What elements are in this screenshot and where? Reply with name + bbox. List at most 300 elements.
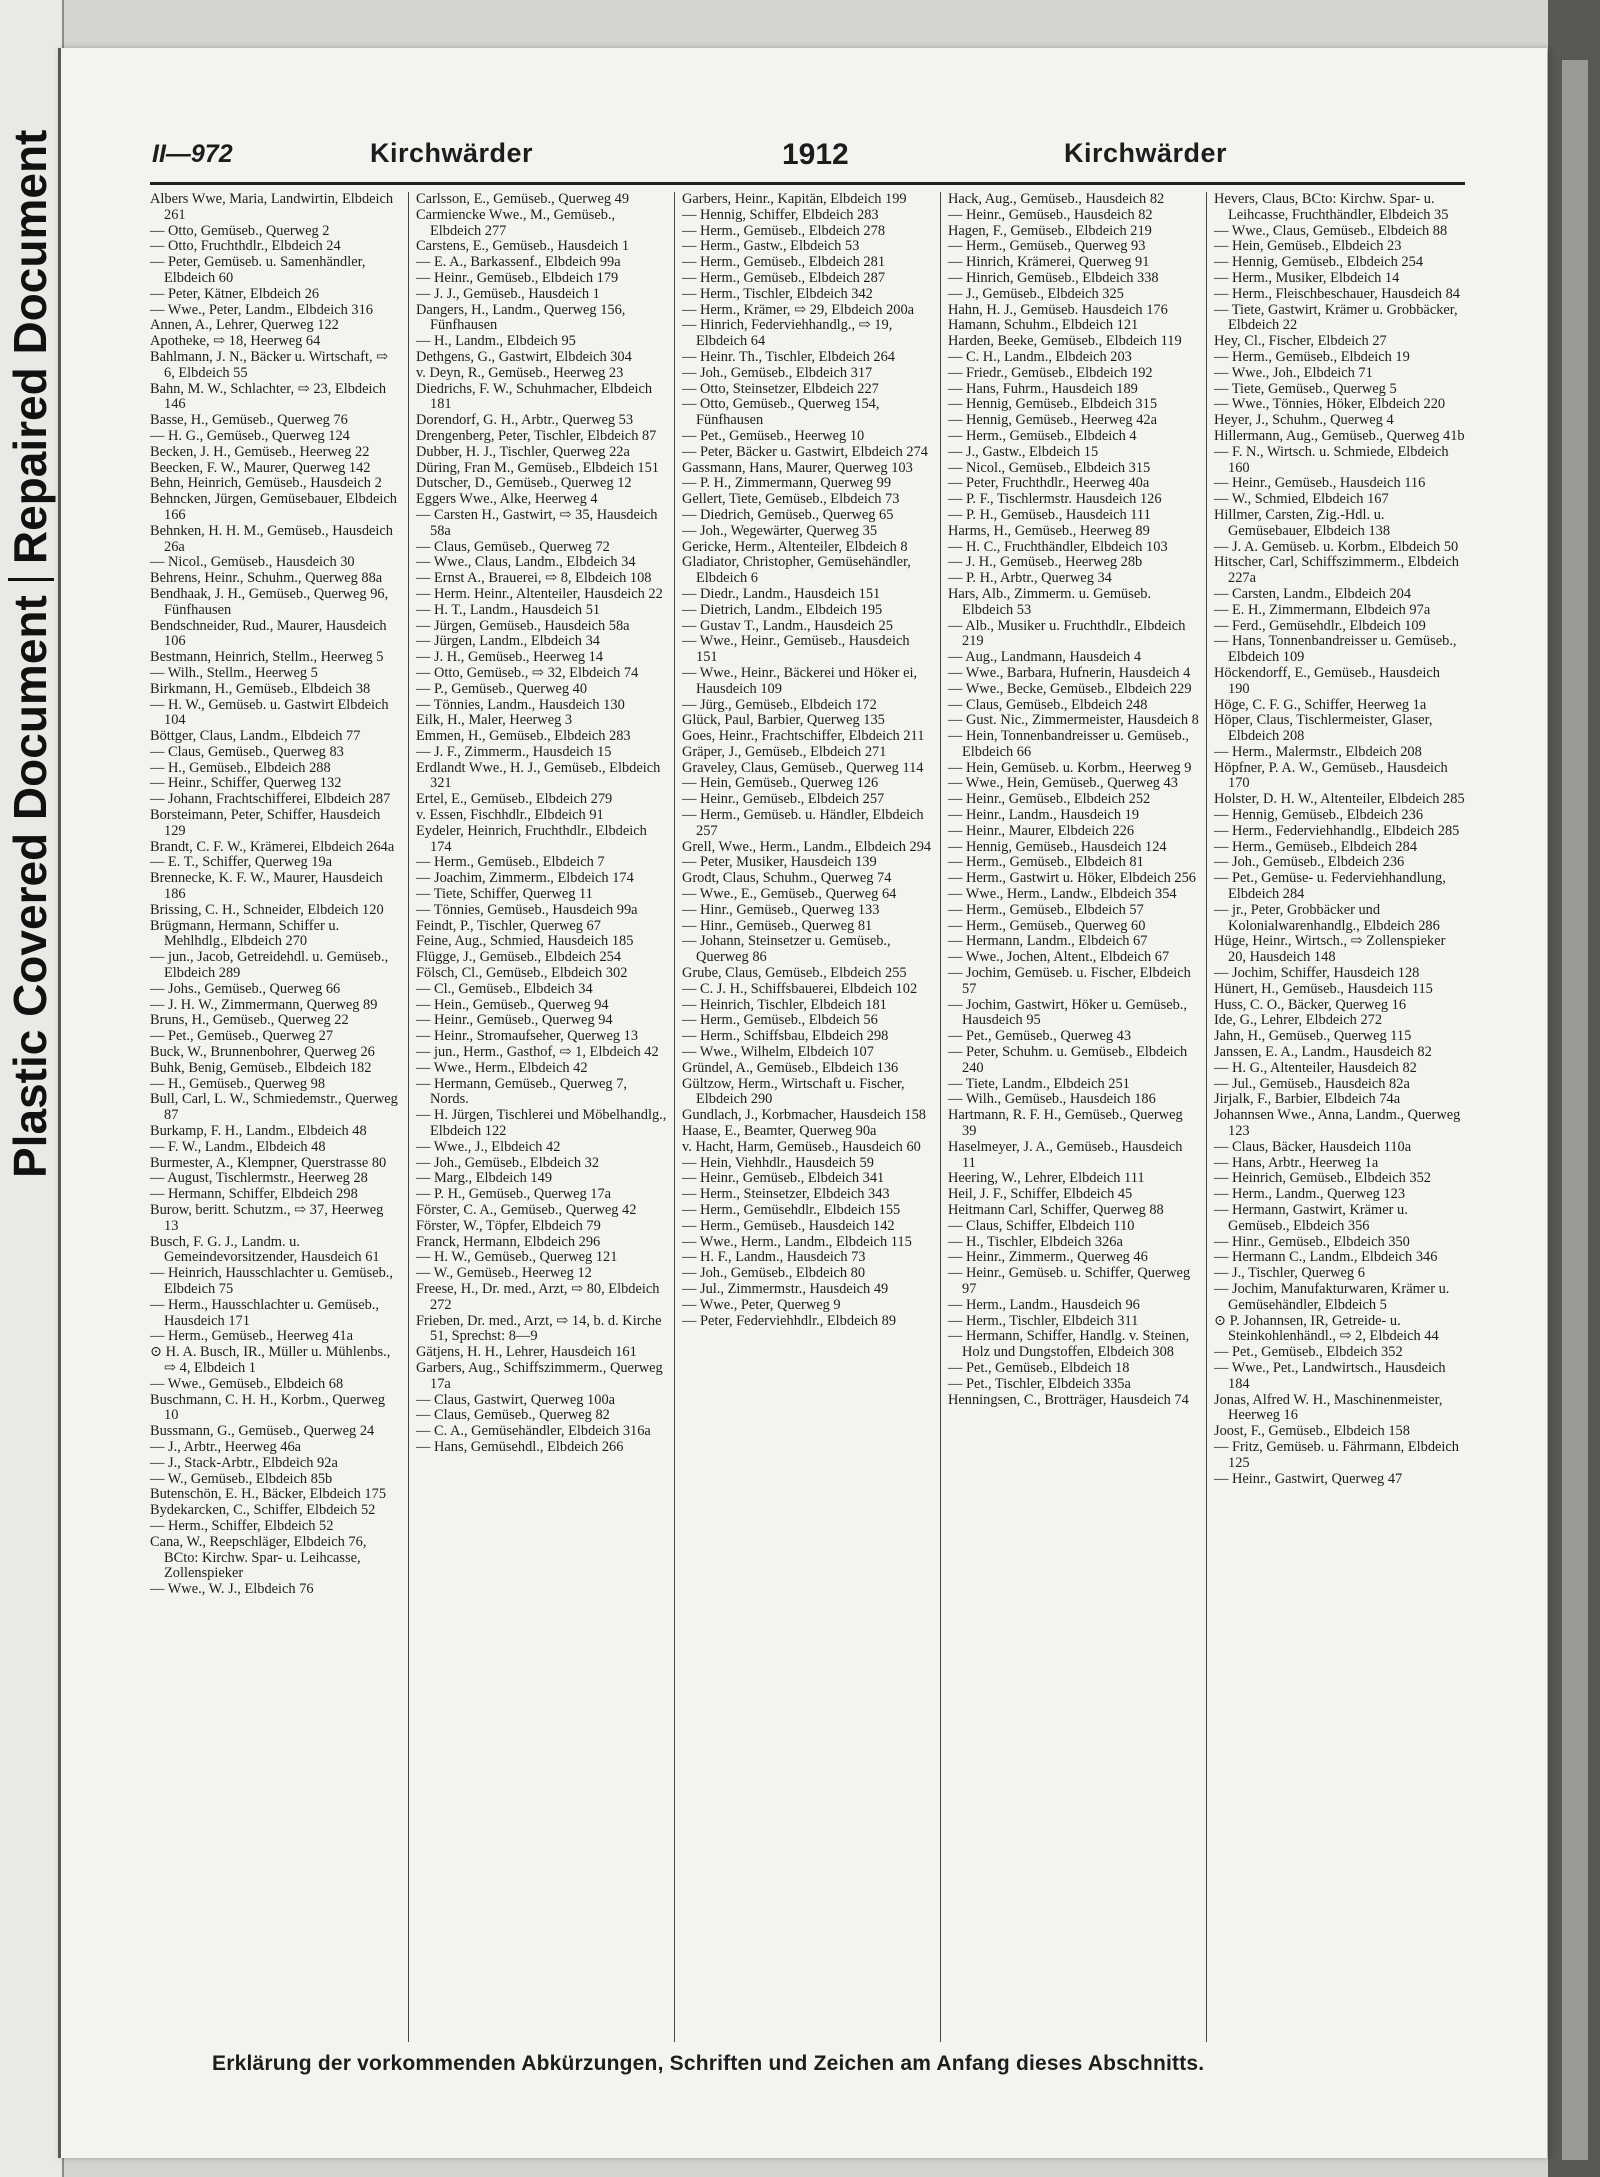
directory-entry: Höge, C. F. G., Schiffer, Heerweg 1a — [1214, 696, 1427, 713]
directory-entry: v. Deyn, R., Gemüseb., Heerweg 23 — [416, 364, 624, 381]
directory-entry: Haselmeyer, J. A., Gemüseb., Hausdeich 11 — [948, 1138, 1187, 1171]
directory-entry: — Wwe., Herm., Landw., Elbdeich 354 — [948, 886, 1177, 903]
directory-entry: Heering, W., Lehrer, Elbdeich 111 — [948, 1170, 1145, 1187]
directory-entry: Glück, Paul, Barbier, Querweg 135 — [682, 712, 885, 729]
directory-entry: Hamann, Schuhm., Elbdeich 121 — [948, 317, 1139, 334]
directory-entry: — Tönnies, Gemüseb., Hausdeich 99a — [416, 901, 638, 918]
directory-entry: — Heinrich, Hausschlachter u. Gemüseb., Elbdeich 75 — [150, 1265, 397, 1297]
directory-entry: — Hennig, Gemüseb., Heerweg 42a — [948, 412, 1158, 429]
directory-entry: — Jochim, Schiffer, Hausdeich 128 — [1214, 965, 1420, 982]
directory-entry: Höckendorff, E., Gemüseb., Hausdeich 190 — [1214, 664, 1444, 697]
directory-entry: Eggers Wwe., Alke, Heerweg 4 — [416, 491, 598, 508]
directory-entry: — Herm., Gemüseb., Elbdeich 284 — [1214, 838, 1418, 855]
directory-columns — [150, 192, 1468, 2046]
directory-entry: Flügge, J., Gemüseb., Elbdeich 254 — [416, 949, 622, 966]
directory-entry: — Herm., Hausschlachter u. Gemüseb., Hausdeich 171 — [150, 1296, 383, 1329]
directory-entry: — Heinr. Th., Tischler, Elbdeich 264 — [682, 348, 896, 365]
directory-entry: Grell, Wwe., Herm., Landm., Elbdeich 294 — [682, 838, 932, 855]
directory-entry: — J., Gastw., Elbdeich 15 — [948, 443, 1099, 460]
directory-entry: — F. N., Wirtsch. u. Schmiede, Elbdeich 160 — [1214, 443, 1453, 476]
directory-entry: — Hermann, Gemüseb., Querweg 7, Nords. — [416, 1075, 631, 1108]
directory-entry: — Herm., Landm., Hausdeich 96 — [948, 1296, 1140, 1313]
directory-entry: — Heinr., Gemüseb., Elbdeich 179 — [416, 269, 619, 286]
year-heading: 1912 — [782, 138, 849, 171]
directory-entry: — Wwe., Jochen, Altent., Elbdeich 67 — [948, 949, 1170, 966]
directory-entry: — Wwe., Claus, Landm., Elbdeich 34 — [416, 554, 636, 571]
directory-entry: Gründel, A., Gemüseb., Elbdeich 136 — [682, 1059, 899, 1076]
directory-entry: — Wwe., Peter, Querweg 9 — [682, 1296, 841, 1313]
directory-entry: — Pet., Gemüseb., Querweg 27 — [150, 1028, 334, 1045]
directory-entry: — Wwe., Wilhelm, Elbdeich 107 — [682, 1044, 874, 1061]
directory-entry: — Herm., Gastw., Elbdeich 53 — [682, 238, 860, 255]
directory-entry: — Herm., Gemüseb., Querweg 93 — [948, 238, 1146, 255]
directory-entry: — Johs., Gemüseb., Querweg 66 — [150, 980, 341, 997]
directory-entry: Frieben, Dr. med., Arzt, ⇨ 14, b. d. Kirche 51, Sprechst: 8—9 — [416, 1312, 666, 1345]
directory-entry: — Ernst A., Brauerei, ⇨ 8, Elbdeich 108 — [416, 570, 652, 587]
directory-entry: — Herm., Federviehhandlg., Elbdeich 285 — [1214, 822, 1460, 839]
directory-entry: — Pet., Gemüseb., Heerweg 10 — [682, 427, 865, 444]
directory-entry: — H. F., Landm., Hausdeich 73 — [682, 1249, 866, 1266]
directory-entry: Hagen, F., Gemüseb., Elbdeich 219 — [948, 222, 1152, 239]
directory-entry: — Pet., Tischler, Elbdeich 335a — [948, 1375, 1131, 1392]
directory-entry: — jr., Peter, Grobbäcker und Kolonialwarenhandlg., Elbdeich 286 — [1214, 901, 1440, 934]
directory-entry: — Nicol., Gemüseb., Elbdeich 315 — [948, 459, 1151, 476]
directory-entry: — W., Gemüseb., Elbdeich 85b — [150, 1470, 333, 1487]
directory-entry: — J. J., Gemüseb., Hausdeich 1 — [416, 285, 600, 302]
directory-entry: Hevers, Claus, BCto: Kirchw. Spar- u. Leihcasse, Fruchthändler, Elbdeich 35 — [1214, 191, 1449, 223]
directory-entry: Bull, Carl, L. W., Schmiedemstr., Querweg 87 — [150, 1091, 402, 1124]
directory-entry: — Herm., Schiffer, Elbdeich 52 — [150, 1517, 334, 1534]
directory-entry: Burow, beritt. Schutzm., ⇨ 37, Heerweg 13 — [150, 1202, 387, 1234]
directory-entry: — Herm., Gemüseb., Hausdeich 142 — [682, 1217, 895, 1234]
directory-entry: — Herm., Gemüseb., Elbdeich 278 — [682, 222, 886, 239]
directory-entry: — Claus, Bäcker, Hausdeich 110a — [1214, 1138, 1412, 1155]
directory-entry: — Johann, Steinsetzer u. Gemüseb., Querweg 86 — [682, 933, 895, 966]
directory-entry: — Ferd., Gemüsehdlr., Elbdeich 109 — [1214, 617, 1426, 634]
directory-entry: — Peter, Federviehhdlr., Elbdeich 89 — [682, 1312, 897, 1329]
directory-entry: Burmester, A., Klempner, Querstrasse 80 — [150, 1154, 387, 1171]
directory-entry: — Heinr., Landm., Hausdeich 19 — [948, 807, 1140, 824]
directory-entry: — Jochim, Gastwirt, Höker u. Gemüseb., Hausdeich 95 — [948, 996, 1191, 1029]
directory-entry: — Peter, Kätner, Elbdeich 26 — [150, 285, 320, 302]
directory-entry: Hillmer, Carsten, Zig.-Hdl. u. Gemüsebauer, Elbdeich 138 — [1214, 506, 1391, 539]
directory-entry: — Herm., Gastwirt u. Höker, Elbdeich 256 — [948, 870, 1197, 887]
directory-entry: — Herm., Gemüsehdlr., Elbdeich 155 — [682, 1202, 901, 1218]
directory-entry: — Hennig, Gemüseb., Elbdeich 236 — [1214, 807, 1424, 824]
directory-entry: — Wwe., Heinr., Gemüseb., Hausdeich 151 — [682, 633, 914, 666]
directory-entry: — Carsten, Landm., Elbdeich 204 — [1214, 585, 1412, 602]
directory-entry: Diedrichs, F. W., Schuhmacher, Elbdeich 181 — [416, 380, 656, 413]
directory-entry: — Hinr., Gemüseb., Elbdeich 350 — [1214, 1233, 1410, 1250]
directory-entry: — Heinr., Maurer, Elbdeich 226 — [948, 822, 1135, 839]
directory-entry: — Wilh., Stellm., Heerweg 5 — [150, 664, 318, 681]
directory-entry: — Tönnies, Landm., Hausdeich 130 — [416, 696, 625, 713]
directory-entry: — Joh., Gemüseb., Elbdeich 80 — [682, 1265, 866, 1282]
directory-entry: — Pet., Gemüseb., Elbdeich 352 — [1214, 1344, 1403, 1361]
directory-entry: — Heinr., Zimmerm., Querweg 46 — [948, 1249, 1148, 1266]
directory-entry: — Herm., Musiker, Elbdeich 14 — [1214, 269, 1400, 286]
directory-entry: — Hinrich, Federviehhandlg., ⇨ 19, Elbdeich 64 — [682, 317, 896, 350]
directory-entry: — Herm., Gemüseb., Elbdeich 19 — [1214, 348, 1410, 365]
directory-entry: — Tiete, Gemüseb., Querweg 5 — [1214, 380, 1397, 397]
directory-entry: — Hein, Tonnenbandreisser u. Gemüseb., Elbdeich 66 — [948, 728, 1193, 760]
directory-entry: — P. H., Zimmermann, Querweg 99 — [682, 475, 892, 492]
directory-entry: — Herm., Gemüseb., Elbdeich 7 — [416, 854, 605, 871]
column-2 — [416, 191, 670, 2042]
side-label-part2: Repaired Document — [4, 129, 56, 565]
directory-entry: — F. W., Landm., Elbdeich 48 — [150, 1138, 326, 1155]
directory-entry: Garbers, Aug., Schiffszimmerm., Querweg 17a — [416, 1359, 667, 1392]
directory-entry: Gladiator, Christopher, Gemüsehändler, Elbdeich 6 — [682, 554, 915, 587]
directory-entry: Grodt, Claus, Schuhm., Querweg 74 — [682, 870, 892, 887]
directory-entry: Bestmann, Heinrich, Stellm., Heerweg 5 — [150, 649, 384, 666]
directory-entry: Gätjens, H. H., Lehrer, Hausdeich 161 — [416, 1344, 637, 1361]
directory-entry: ⊙ H. A. Busch, IR., Müller u. Mühlenbs., ⇨ 4, Elbdeich 1 — [150, 1344, 394, 1376]
directory-entry: — Herm., Malermstr., Elbdeich 208 — [1214, 743, 1422, 760]
directory-entry: — Hennig, Gemüseb., Elbdeich 315 — [948, 396, 1158, 413]
directory-entry: — Hans, Gemüsehdl., Elbdeich 266 — [416, 1438, 624, 1455]
directory-entry: Emmen, H., Gemüseb., Elbdeich 283 — [416, 728, 631, 745]
directory-entry: — Hermann, Schiffer, Handlg. v. Steinen, Holz und Dungstoffen, Elbdeich 308 — [948, 1328, 1193, 1361]
directory-entry: Dorendorf, G. H., Arbtr., Querweg 53 — [416, 412, 634, 429]
directory-entry: — Dietrich, Landm., Elbdeich 195 — [682, 601, 883, 618]
directory-entry: v. Essen, Fischhdlr., Elbdeich 91 — [416, 807, 604, 824]
directory-entry: — P. F., Tischlermstr. Hausdeich 126 — [948, 491, 1162, 508]
directory-entry: — Hermann C., Landm., Elbdeich 346 — [1214, 1249, 1438, 1266]
directory-entry: — Herm., Gemüseb., Elbdeich 287 — [682, 269, 886, 286]
directory-entry: — Hermann, Landm., Elbdeich 67 — [948, 933, 1148, 950]
directory-entry: Behn, Heinrich, Gemüseb., Hausdeich 2 — [150, 475, 382, 492]
directory-entry: Annen, A., Lehrer, Querweg 122 — [150, 317, 339, 334]
directory-entry: Butenschön, E. H., Bäcker, Elbdeich 175 — [150, 1486, 387, 1503]
directory-entry: Bussmann, G., Gemüseb., Querweg 24 — [150, 1423, 375, 1440]
place-heading-right: Kirchwärder — [1064, 138, 1228, 168]
directory-entry: — P., Gemüseb., Querweg 40 — [416, 680, 588, 697]
directory-entry: — Herm., Gemüseb., Elbdeich 57 — [948, 901, 1144, 918]
directory-entry: — J. A. Gemüseb. u. Korbm., Elbdeich 50 — [1214, 538, 1459, 555]
directory-entry: — Wwe., Pet., Landwirtsch., Hausdeich 184 — [1214, 1359, 1450, 1392]
directory-entry: Drengenberg, Peter, Tischler, Elbdeich 87 — [416, 427, 657, 444]
directory-entry: Apotheke, ⇨ 18, Heerweg 64 — [150, 333, 321, 350]
directory-entry: — Heinrich, Gemüseb., Elbdeich 352 — [1214, 1170, 1432, 1187]
directory-entry: — Herm., Krämer, ⇨ 29, Elbdeich 200a — [682, 301, 915, 318]
directory-entry: Förster, C. A., Gemüseb., Querweg 42 — [416, 1202, 637, 1218]
directory-entry: — Heinr., Gemüseb., Elbdeich 257 — [682, 791, 885, 808]
directory-entry: — J., Stack-Arbtr., Elbdeich 92a — [150, 1454, 338, 1471]
directory-entry: — Wwe., Herm., Landm., Elbdeich 115 — [682, 1233, 912, 1250]
directory-entry: — Diedr., Landm., Hausdeich 151 — [682, 585, 881, 602]
directory-entry: — Tiete, Gastwirt, Krämer u. Grobbäcker, Elbdeich 22 — [1214, 301, 1462, 334]
directory-entry: — Jochim, Gemüseb. u. Fischer, Elbdeich 57 — [948, 965, 1195, 997]
column-5 — [1214, 192, 1465, 2042]
directory-entry: — H. G., Altenteiler, Hausdeich 82 — [1214, 1059, 1417, 1076]
directory-entry: Franck, Hermann, Elbdeich 296 — [416, 1233, 601, 1250]
directory-entry: — Jürg., Gemüseb., Elbdeich 172 — [682, 696, 877, 713]
directory-entry: — Hennig, Gemüseb., Hausdeich 124 — [948, 838, 1167, 855]
directory-entry: Hahn, H. J., Gemüseb. Hausdeich 176 — [948, 301, 1168, 318]
directory-entry: — E. H., Zimmermann, Elbdeich 97a — [1214, 601, 1431, 618]
directory-entry: — Claus, Gastwirt, Querweg 100a — [416, 1391, 616, 1408]
directory-entry: — Wwe., Heinr., Bäckerei und Höker ei, Hausdeich 109 — [682, 664, 921, 697]
directory-entry: Hitscher, Carl, Schiffszimmerm., Elbdeich 227a — [1214, 554, 1463, 587]
directory-entry: Henningsen, C., Brotträger, Hausdeich 74 — [948, 1391, 1189, 1408]
directory-entry: Heyer, J., Schuhm., Querweg 4 — [1214, 412, 1394, 429]
directory-entry: — Joh., Gemüseb., Elbdeich 236 — [1214, 854, 1405, 871]
directory-entry: Böttger, Claus, Landm., Elbdeich 77 — [150, 728, 361, 745]
directory-entry: Buck, W., Brunnenbohrer, Querweg 26 — [150, 1044, 375, 1061]
directory-entry: — August, Tischlermstr., Heerweg 28 — [150, 1170, 368, 1187]
directory-entry: Höper, Claus, Tischlermeister, Glaser, Elbdeich 208 — [1214, 712, 1437, 745]
directory-entry: — C. H., Landm., Elbdeich 203 — [948, 348, 1132, 365]
directory-entry: — Heinr., Gemüseb. u. Schiffer, Querweg 97 — [948, 1265, 1194, 1297]
directory-entry: Hey, Cl., Fischer, Elbdeich 27 — [1214, 333, 1387, 350]
side-label — [0, 0, 56, 1230]
directory-entry: — Hinr., Gemüseb., Querweg 81 — [682, 917, 873, 934]
directory-entry: — Wwe., W. J., Elbdeich 76 — [150, 1581, 314, 1598]
directory-entry: — J. H., Gemüseb., Heerweg 28b — [948, 554, 1143, 571]
directory-entry: — Otto, Gemüseb., Querweg 154, Fünfhausen — [682, 396, 884, 429]
directory-entry: — J., Arbtr., Heerweg 46a — [150, 1438, 302, 1455]
directory-entry: — Alb., Musiker u. Fruchthdlr., Elbdeich 219 — [948, 617, 1190, 650]
directory-entry: Buhk, Benig, Gemüseb., Elbdeich 182 — [150, 1059, 372, 1076]
directory-entry: — Joh., Wegewärter, Querweg 35 — [682, 522, 878, 539]
directory-entry: Brügmann, Hermann, Schiffer u. Mehlhdlg., Elbdeich 270 — [150, 917, 343, 950]
column-divider — [1206, 192, 1207, 2042]
directory-entry: — Carsten H., Gastwirt, ⇨ 35, Hausdeich 58a — [416, 506, 662, 539]
directory-entry: Brandt, C. F. W., Krämerei, Elbdeich 264a — [150, 838, 395, 855]
directory-entry: Borsteimann, Peter, Schiffer, Hausdeich 129 — [150, 807, 384, 839]
directory-entry: — Jul., Zimmermstr., Hausdeich 49 — [682, 1280, 889, 1297]
directory-entry: — Claus, Gemüseb., Querweg 82 — [416, 1407, 610, 1424]
directory-entry: Heitmann Carl, Schiffer, Querweg 88 — [948, 1202, 1164, 1218]
directory-entry: — Herm., Gemüseb., Heerweg 41a — [150, 1328, 354, 1345]
directory-entry: — H. Jürgen, Tischlerei und Möbelhandlg., Elbdeich 122 — [416, 1107, 670, 1140]
directory-entry: — H., Landm., Elbdeich 95 — [416, 333, 576, 350]
directory-entry: — Herm., Landm., Querweg 123 — [1214, 1186, 1406, 1203]
directory-entry: Beecken, F. W., Maurer, Querweg 142 — [150, 459, 371, 476]
directory-entry: — Heinr., Schiffer, Querweg 132 — [150, 775, 342, 792]
directory-entry: Birkmann, H., Gemüseb., Elbdeich 38 — [150, 680, 371, 697]
right-binding-strip — [1548, 0, 1600, 2177]
directory-entry: Brennecke, K. F. W., Maurer, Hausdeich 186 — [150, 870, 387, 903]
directory-entry: — Herm., Fleischbeschauer, Hausdeich 84 — [1214, 285, 1460, 302]
directory-entry: Harden, Beeke, Gemüseb., Elbdeich 119 — [948, 333, 1182, 350]
directory-entry: — Heinr., Gemüseb., Elbdeich 341 — [682, 1170, 885, 1187]
directory-entry: Bahn, M. W., Schlachter, ⇨ 23, Elbdeich 146 — [150, 380, 390, 413]
directory-entry: Bydekarcken, C., Schiffer, Elbdeich 52 — [150, 1502, 376, 1519]
column-divider — [940, 192, 941, 2042]
directory-entry: — Marg., Elbdeich 149 — [416, 1170, 553, 1187]
directory-entry: — Hinrich, Krämerei, Querweg 91 — [948, 254, 1150, 271]
directory-entry: — H., Gemüseb., Querweg 98 — [150, 1075, 326, 1092]
directory-entry: — Wwe., Joh., Elbdeich 71 — [1214, 364, 1373, 381]
directory-entry: — Claus, Gemüseb., Elbdeich 248 — [948, 696, 1148, 713]
directory-entry: — Hermann, Schiffer, Elbdeich 298 — [150, 1186, 358, 1203]
directory-entry: — Joh., Gemüseb., Elbdeich 32 — [416, 1154, 600, 1171]
directory-entry: — E. A., Barkassenf., Elbdeich 99a — [416, 254, 621, 271]
directory-entry: Eilk, H., Maler, Heerweg 3 — [416, 712, 573, 729]
directory-entry: — Gustav T., Landm., Hausdeich 25 — [682, 617, 893, 634]
directory-entry: ⊙ P. Johannsen, IR, Getreide- u. Steinkohlenhändl., ⇨ 2, Elbdeich 44 — [1214, 1312, 1439, 1345]
directory-entry: — Wwe., Gemüseb., Elbdeich 68 — [150, 1375, 344, 1392]
directory-entry: Buschmann, C. H. H., Korbm., Querweg 10 — [150, 1391, 389, 1424]
directory-entry: Jonas, Alfred W. H., Maschinenmeister, Heerweg 16 — [1214, 1391, 1447, 1424]
directory-entry: — Heinr., Gemüseb., Elbdeich 252 — [948, 791, 1151, 808]
directory-entry: — Hans, Fuhrm., Hausdeich 189 — [948, 380, 1138, 397]
directory-entry: — Hermann, Gastwirt, Krämer u. Gemüseb., Elbdeich 356 — [1214, 1202, 1412, 1234]
directory-entry: — jun., Herm., Gasthof, ⇨ 1, Elbdeich 42 — [416, 1044, 659, 1061]
column-4 — [948, 192, 1199, 2042]
directory-entry: — Hein, Viehhdlr., Hausdeich 59 — [682, 1154, 874, 1171]
directory-entry: — Pet., Gemüse- u. Federviehhandlung, Elbdeich 284 — [1214, 870, 1450, 903]
directory-entry: — Wwe., Barbara, Hufnerin, Hausdeich 4 — [948, 664, 1191, 681]
directory-entry: — Jochim, Manufakturwaren, Krämer u. Gemüsehändler, Elbdeich 5 — [1214, 1280, 1453, 1313]
directory-entry: — Joh., Gemüseb., Elbdeich 317 — [682, 364, 873, 381]
directory-entry: — Herm., Gemüseb., Elbdeich 281 — [682, 254, 886, 271]
directory-entry: Albers Wwe, Maria, Landwirtin, Elbdeich 261 — [150, 191, 397, 223]
directory-entry: — Joachim, Zimmerm., Elbdeich 174 — [416, 870, 634, 887]
directory-entry: — Peter, Gemüseb. u. Samenhändler, Elbdeich 60 — [150, 254, 370, 286]
directory-entry: — P. H., Arbtr., Querweg 34 — [948, 570, 1112, 587]
header-rule — [150, 182, 1465, 185]
directory-entry: — Wwe., Hein, Gemüseb., Querweg 43 — [948, 775, 1178, 792]
directory-entry: — P. H., Gemüseb., Hausdeich 111 — [948, 506, 1151, 523]
directory-entry: — Tiete, Schiffer, Querweg 11 — [416, 886, 593, 903]
directory-entry: — Hinrich, Gemüseb., Elbdeich 338 — [948, 269, 1159, 286]
page-header — [152, 138, 1482, 182]
directory-entry: — Herm., Gemüseb. u. Händler, Elbdeich 257 — [682, 807, 928, 839]
directory-entry: — Wwe., E., Gemüseb., Querweg 64 — [682, 886, 897, 903]
directory-entry: — Hein., Gemüseb., Querweg 94 — [416, 996, 609, 1013]
directory-entry: — Herm., Gemüseb., Elbdeich 81 — [948, 854, 1144, 871]
directory-entry: — Tiete, Landm., Elbdeich 251 — [948, 1075, 1130, 1092]
directory-entry: — Pet., Gemüseb., Elbdeich 18 — [948, 1359, 1130, 1376]
right-binding-inner — [1562, 60, 1588, 2160]
side-label-part1: Plastic Covered Document — [4, 595, 56, 1178]
directory-entry: — Herm. Heinr., Altenteiler, Hausdeich 22 — [416, 585, 663, 602]
directory-entry: — Herm., Tischler, Elbdeich 311 — [948, 1312, 1139, 1329]
directory-entry: Feindt, P., Tischler, Querweg 67 — [416, 917, 601, 934]
directory-entry: — Jürgen, Landm., Elbdeich 34 — [416, 633, 600, 650]
directory-entry: Cana, W., Reepschläger, Elbdeich 76, BCto: Kirchw. Spar- u. Leihcasse, Zollenspieker — [150, 1533, 371, 1582]
directory-entry: Gassmann, Hans, Maurer, Querweg 103 — [682, 459, 913, 476]
directory-entry: Förster, W., Töpfer, Elbdeich 79 — [416, 1217, 601, 1234]
directory-entry: — H. W., Gemüseb., Querweg 121 — [416, 1249, 618, 1266]
directory-entry: — Wwe., Tönnies, Höker, Elbdeich 220 — [1214, 396, 1446, 413]
directory-entry: Busch, F. G. J., Landm. u. Gemeindevorsitzender, Hausdeich 61 — [150, 1233, 380, 1266]
directory-entry: — Herm., Tischler, Elbdeich 342 — [682, 285, 873, 302]
directory-entry: Behnken, H. H. M., Gemüseb., Hausdeich 26a — [150, 522, 397, 555]
directory-entry: Gellert, Tiete, Gemüseb., Elbdeich 73 — [682, 491, 900, 508]
directory-entry: — Herm., Steinsetzer, Elbdeich 343 — [682, 1186, 890, 1203]
directory-entry: Burkamp, F. H., Landm., Elbdeich 48 — [150, 1123, 367, 1140]
directory-entry: Goes, Heinr., Frachtschiffer, Elbdeich 211 — [682, 728, 925, 745]
directory-entry: — Jul., Gemüseb., Hausdeich 82a — [1214, 1075, 1410, 1092]
directory-entry: Brissing, C. H., Schneider, Elbdeich 120 — [150, 901, 384, 918]
directory-entry: Behncken, Jürgen, Gemüsebauer, Elbdeich 166 — [150, 491, 401, 523]
place-heading-left: Kirchwärder — [370, 138, 534, 168]
column-3 — [682, 192, 933, 2042]
directory-entry: — Herm., Gemüseb., Querweg 60 — [948, 917, 1146, 934]
footer-note: Erklärung der vorkommenden Abkürzungen, Schriften und Zeichen am Anfang dieses Abschnitts. — [212, 2052, 1205, 2075]
directory-entry: Höpfner, P. A. W., Gemüseb., Hausdeich 170 — [1214, 759, 1452, 792]
directory-entry: — Pet., Gemüseb., Querweg 43 — [948, 1028, 1132, 1045]
directory-entry: — Heinr., Gemüseb., Hausdeich 116 — [1214, 475, 1426, 492]
directory-entry: Bruns, H., Gemüseb., Querweg 22 — [150, 1012, 349, 1029]
directory-entry: — Herm., Gemüseb., Elbdeich 4 — [948, 427, 1137, 444]
directory-entry: — Wwe., Herm., Elbdeich 42 — [416, 1059, 588, 1076]
directory-entry: — Hein, Gemüseb., Querweg 126 — [682, 775, 879, 792]
directory-entry: Hartmann, R. F. H., Gemüseb., Querweg 39 — [948, 1107, 1187, 1140]
side-label-separator — [8, 578, 54, 581]
directory-entry: — Wwe., J., Elbdeich 42 — [416, 1138, 561, 1155]
directory-entry: Dubber, H. J., Tischler, Querweg 22a — [416, 443, 630, 460]
directory-entry: — Aug., Landmann, Hausdeich 4 — [948, 649, 1142, 666]
directory-entry: — Hans, Tonnenbandreisser u. Gemüseb., Elbdeich 109 — [1214, 633, 1461, 666]
directory-entry: — Wwe., Peter, Landm., Elbdeich 316 — [150, 301, 373, 318]
directory-entry: — Hennig, Gemüseb., Elbdeich 254 — [1214, 254, 1424, 271]
directory-entry: — Nicol., Gemüseb., Hausdeich 30 — [150, 554, 355, 571]
directory-entry: — Hein, Gemüseb., Elbdeich 23 — [1214, 238, 1402, 255]
directory-entry: — Friedr., Gemüseb., Elbdeich 192 — [948, 364, 1153, 381]
directory-entry: Hillermann, Aug., Gemüseb., Querweg 41b — [1214, 427, 1465, 444]
directory-entry: Graveley, Claus, Gemüseb., Querweg 114 — [682, 759, 924, 776]
directory-entry: Haase, E., Beamter, Querweg 90a — [682, 1123, 877, 1140]
directory-entry: — Otto, Steinsetzer, Elbdeich 227 — [682, 380, 879, 397]
directory-entry: — E. T., Schiffer, Querweg 19a — [150, 854, 333, 871]
directory-entry: — C. A., Gemüsehändler, Elbdeich 316a — [416, 1423, 651, 1440]
directory-entry: — Peter, Bäcker u. Gastwirt, Elbdeich 274 — [682, 443, 928, 460]
directory-entry: Garbers, Heinr., Kapitän, Elbdeich 199 — [682, 191, 907, 207]
directory-entry: — C. J. H., Schiffsbauerei, Elbdeich 102 — [682, 980, 918, 997]
directory-entry: — Hennig, Schiffer, Elbdeich 283 — [682, 206, 879, 223]
directory-entry: — Peter, Musiker, Hausdeich 139 — [682, 854, 877, 871]
directory-entry: — Claus, Gemüseb., Querweg 72 — [416, 538, 610, 555]
directory-entry: Bahlmann, J. N., Bäcker u. Wirtschaft, ⇨ 6, Elbdeich 55 — [150, 348, 392, 381]
page-number: II—972 — [152, 140, 233, 168]
directory-entry: — Otto, Gemüseb., ⇨ 32, Elbdeich 74 — [416, 664, 639, 681]
directory-entry: — Peter, Fruchthdlr., Heerweg 40a — [948, 475, 1150, 492]
directory-entry: Bendhaak, J. H., Gemüseb., Querweg 96, Fünfhausen — [150, 585, 392, 618]
directory-entry: Carstens, E., Gemüseb., Hausdeich 1 — [416, 238, 630, 255]
directory-entry: — Heinr., Gemüseb., Hausdeich 82 — [948, 206, 1153, 223]
directory-entry: — Diedrich, Gemüseb., Querweg 65 — [682, 506, 894, 523]
directory-entry: Becken, J. H., Gemüseb., Heerweg 22 — [150, 443, 370, 460]
directory-entry: — P. H., Gemüseb., Querweg 17a — [416, 1186, 612, 1203]
directory-entry: — J. H., Gemüseb., Heerweg 14 — [416, 649, 604, 666]
directory-entry: — Johann, Frachtschifferei, Elbdeich 287 — [150, 791, 391, 808]
directory-entry: Heil, J. F., Schiffer, Elbdeich 45 — [948, 1186, 1133, 1203]
side-label-text — [2, 0, 58, 1178]
directory-entry: — W., Schmied, Elbdeich 167 — [1214, 491, 1389, 508]
directory-entry: — Hans, Arbtr., Heerweg 1a — [1214, 1154, 1379, 1171]
directory-entry: Harms, H., Gemüseb., Heerweg 89 — [948, 522, 1150, 539]
directory-entry: — H. W., Gemüseb. u. Gastwirt Elbdeich 104 — [150, 696, 393, 729]
directory-entry: Joost, F., Gemüseb., Elbdeich 158 — [1214, 1423, 1410, 1440]
directory-entry: Feine, Aug., Schmied, Hausdeich 185 — [416, 933, 634, 950]
directory-entry: Johannsen Wwe., Anna, Landm., Querweg 123 — [1214, 1107, 1464, 1140]
column-divider — [408, 192, 409, 2042]
directory-entry: Hack, Aug., Gemüseb., Hausdeich 82 — [948, 191, 1165, 207]
column-1 — [150, 192, 401, 2042]
directory-entry: Ide, G., Lehrer, Elbdeich 272 — [1214, 1012, 1383, 1029]
directory-entry: — Wwe., Claus, Gemüseb., Elbdeich 88 — [1214, 222, 1448, 239]
directory-entry: Erdlandt Wwe., H. J., Gemüseb., Elbdeich 321 — [416, 759, 664, 792]
directory-entry: — Claus, Schiffer, Elbdeich 110 — [948, 1217, 1135, 1234]
directory-entry: Basse, H., Gemüseb., Querweg 76 — [150, 412, 348, 429]
directory-entry: — H., Gemüseb., Elbdeich 288 — [150, 759, 331, 776]
directory-entry: Carlsson, E., Gemüseb., Querweg 49 — [416, 191, 630, 207]
